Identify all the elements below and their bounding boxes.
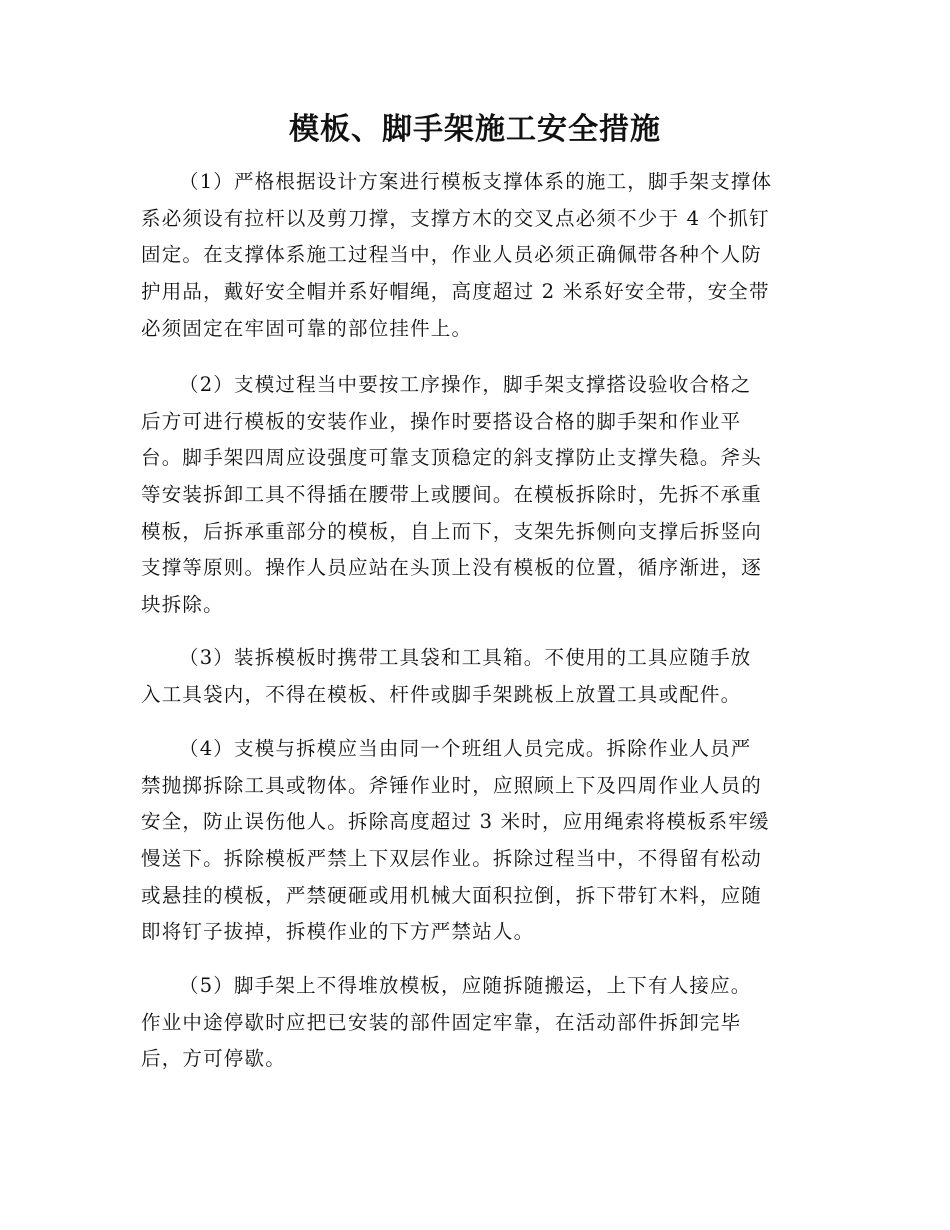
paragraph-line: 护用品，戴好安全帽并系好帽绳，高度超过 2 米系好安全带，安全带 [141, 280, 770, 304]
document-title: 模板、脚手架施工安全措施 [289, 112, 661, 147]
paragraph-line: 后，方可停歇。 [141, 1047, 286, 1071]
paragraph-line: 或悬挂的模板，严禁硬砸或用机械大面积拉倒，拆下带钉木料，应随 [141, 883, 763, 907]
paragraph-line: （2）支模过程当中要按工序操作，脚手架支撑搭设验收合格之 [179, 373, 752, 396]
paragraph-2 [141, 367, 811, 624]
paragraph-3 [141, 640, 811, 713]
paragraph-line: 支撑等原则。操作人员应站在头顶上没有模板的位置，循序渐进，逐 [141, 556, 763, 580]
paragraph-line: 块拆除。 [141, 593, 224, 617]
paragraph-4 [141, 731, 811, 951]
paragraph-line: 等安装拆卸工具不得插在腰带上或腰间。在模板拆除时，先拆不承重 [141, 483, 763, 507]
paragraph-1 [141, 164, 811, 347]
paragraph-line: 台。脚手架四周应设强度可靠支顶稳定的斜支撑防止支撑失稳。斧头 [141, 446, 763, 470]
paragraph-line: 必须固定在牢固可靠的部位挂件上。 [141, 316, 473, 340]
paragraph-line: 即将钉子拔掉，拆模作业的下方严禁站人。 [141, 920, 535, 944]
paragraph-line: 后方可进行模板的安装作业，操作时要搭设合格的脚手架和作业平 [141, 409, 742, 433]
paragraph-line: 系必须设有拉杆以及剪刀撑，支撑方木的交叉点必须不少于 4 个抓钉 [141, 206, 770, 230]
paragraph-line: 禁抛掷拆除工具或物体。斧锤作业时，应照顾上下及四周作业人员的 [141, 773, 763, 797]
paragraph-line: （4）支模与拆模应当由同一个班组人员完成。拆除作业人员严 [179, 737, 752, 760]
paragraph-line: 慢送下。拆除模板严禁上下双层作业。拆除过程当中，不得留有松动 [141, 847, 763, 871]
paragraph-line: （3）装拆模板时携带工具袋和工具箱。不使用的工具应随手放 [179, 646, 752, 669]
paragraph-line: 入工具袋内，不得在模板、杆件或脚手架跳板上放置工具或配件。 [141, 682, 742, 706]
paragraph-line: （1）严格根据设计方案进行模板支撑体系的施工，脚手架支撑体 [179, 170, 773, 193]
paragraph-line: 作业中途停歇时应把已安装的部件固定牢靠，在活动部件拆卸完毕 [141, 1010, 742, 1034]
paragraph-line: 安全，防止误伤他人。拆除高度超过 3 米时，应用绳索将模板系牢缓 [141, 810, 770, 834]
paragraph-5 [141, 968, 811, 1078]
paragraph-line: （5）脚手架上不得堆放模板，应随拆随搬运，上下有人接应。 [179, 974, 752, 997]
paragraph-line: 模板，后拆承重部分的模板，自上而下，支架先拆侧向支撑后拆竖向 [141, 519, 763, 543]
paragraph-line: 固定。在支撑体系施工过程当中，作业人员必须正确佩带各种个人防 [141, 243, 763, 267]
